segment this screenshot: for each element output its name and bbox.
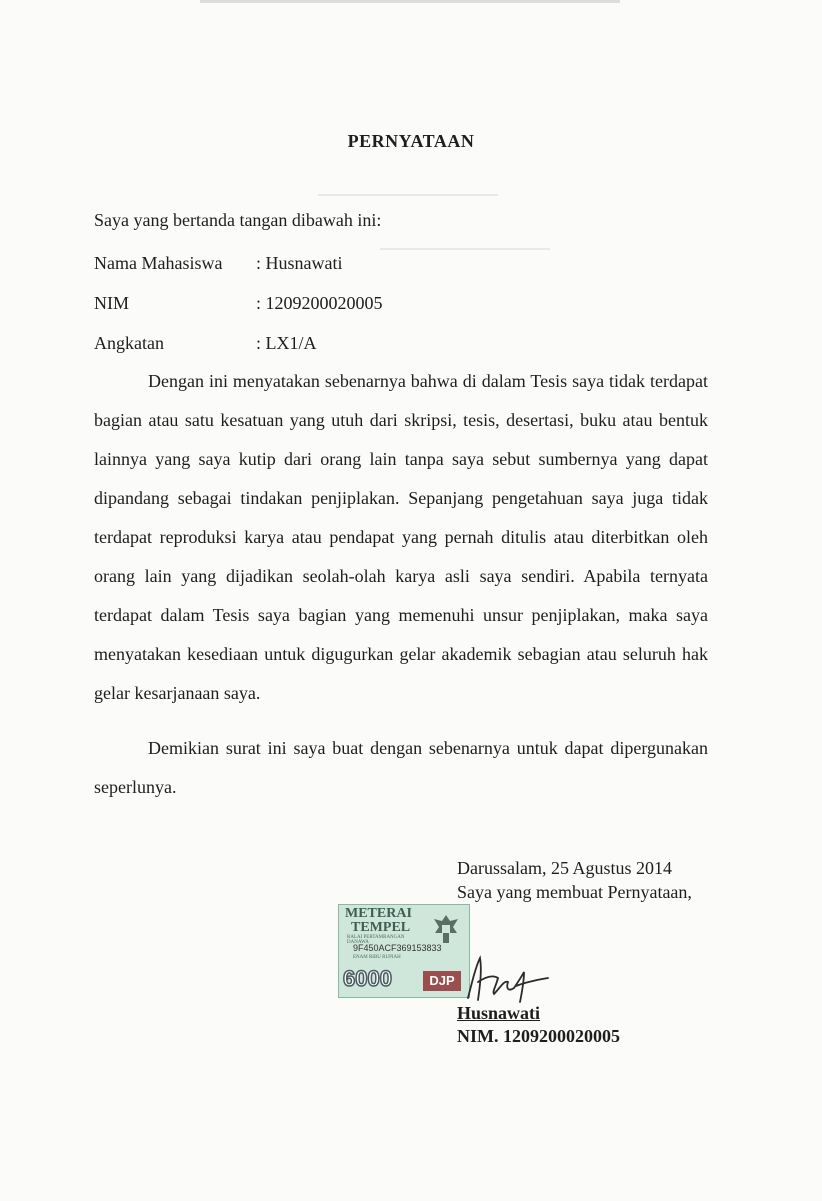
stamp-serial: 9F450ACF369153833 (353, 943, 442, 953)
signer-role: Saya yang membuat Pernyataan, (457, 882, 692, 902)
field-label-angkatan: Angkatan (94, 333, 164, 353)
field-label-nim: NIM (94, 293, 129, 313)
revenue-stamp (338, 904, 470, 998)
stamp-issuer-text: BALAI PERTAMBANGAN DANAWA (347, 935, 405, 945)
field-label-nama: Nama Mahasiswa (94, 253, 223, 273)
scan-top-edge (200, 0, 620, 3)
signer-nim: NIM. 1209200020005 (457, 1026, 620, 1046)
field-value-nama: : Husnawati (256, 253, 343, 273)
bleed-through-ornament (380, 238, 550, 250)
statement-paragraph: Dengan ini menyatakan sebenarnya bahwa di dalam Tesis saya tidak terdapat bagian atau satu kesatuan yang utuh dari skripsi, tesis, desertasi, buku atau bentuk lainnya yang saya kutip dari orang lain tanpa saya sebut sumbernya yang dapat dipandang sebagai tindakan penjiplakan. Sepanjang pengetahuan saya juga tidak terdapat reproduksi karya atau pendapat yang pernah ditulis atau diterbitkan oleh orang lain yang dijadikan seolah-olah karya asli saya sendiri. Apabila ternyata terdapat dalam Tesis saya bagian yang memenuhi unsur penjiplakan, maka saya menyatakan kesediaan untuk digugurkan gelar akademik sebagian atau seluruh hak gelar kesarjanaan saya. (94, 371, 708, 703)
bleed-through-heading (318, 180, 498, 196)
stamp-djp-badge: DJP (423, 971, 461, 991)
handwritten-signature (462, 952, 554, 1008)
closing-paragraph: Demikian surat ini saya buat dengan sebenarnya untuk dapat dipergunakan seperlunya. (94, 738, 708, 797)
stamp-value: 6000 (343, 966, 392, 991)
place-date: Darussalam, 25 Agustus 2014 (457, 858, 672, 878)
stamp-title: METERAI TEMPEL (345, 906, 412, 935)
field-value-nim: : 1209200020005 (256, 293, 383, 313)
intro-line: Saya yang bertanda tangan dibawah ini: (94, 210, 382, 230)
field-value-angkatan: : LX1/A (256, 333, 317, 353)
page-title: PERNYATAAN (347, 131, 475, 151)
signer-name: Husnawati (457, 1003, 541, 1023)
stamp-value-words: ENAM RIBU RUPIAH (353, 955, 401, 960)
